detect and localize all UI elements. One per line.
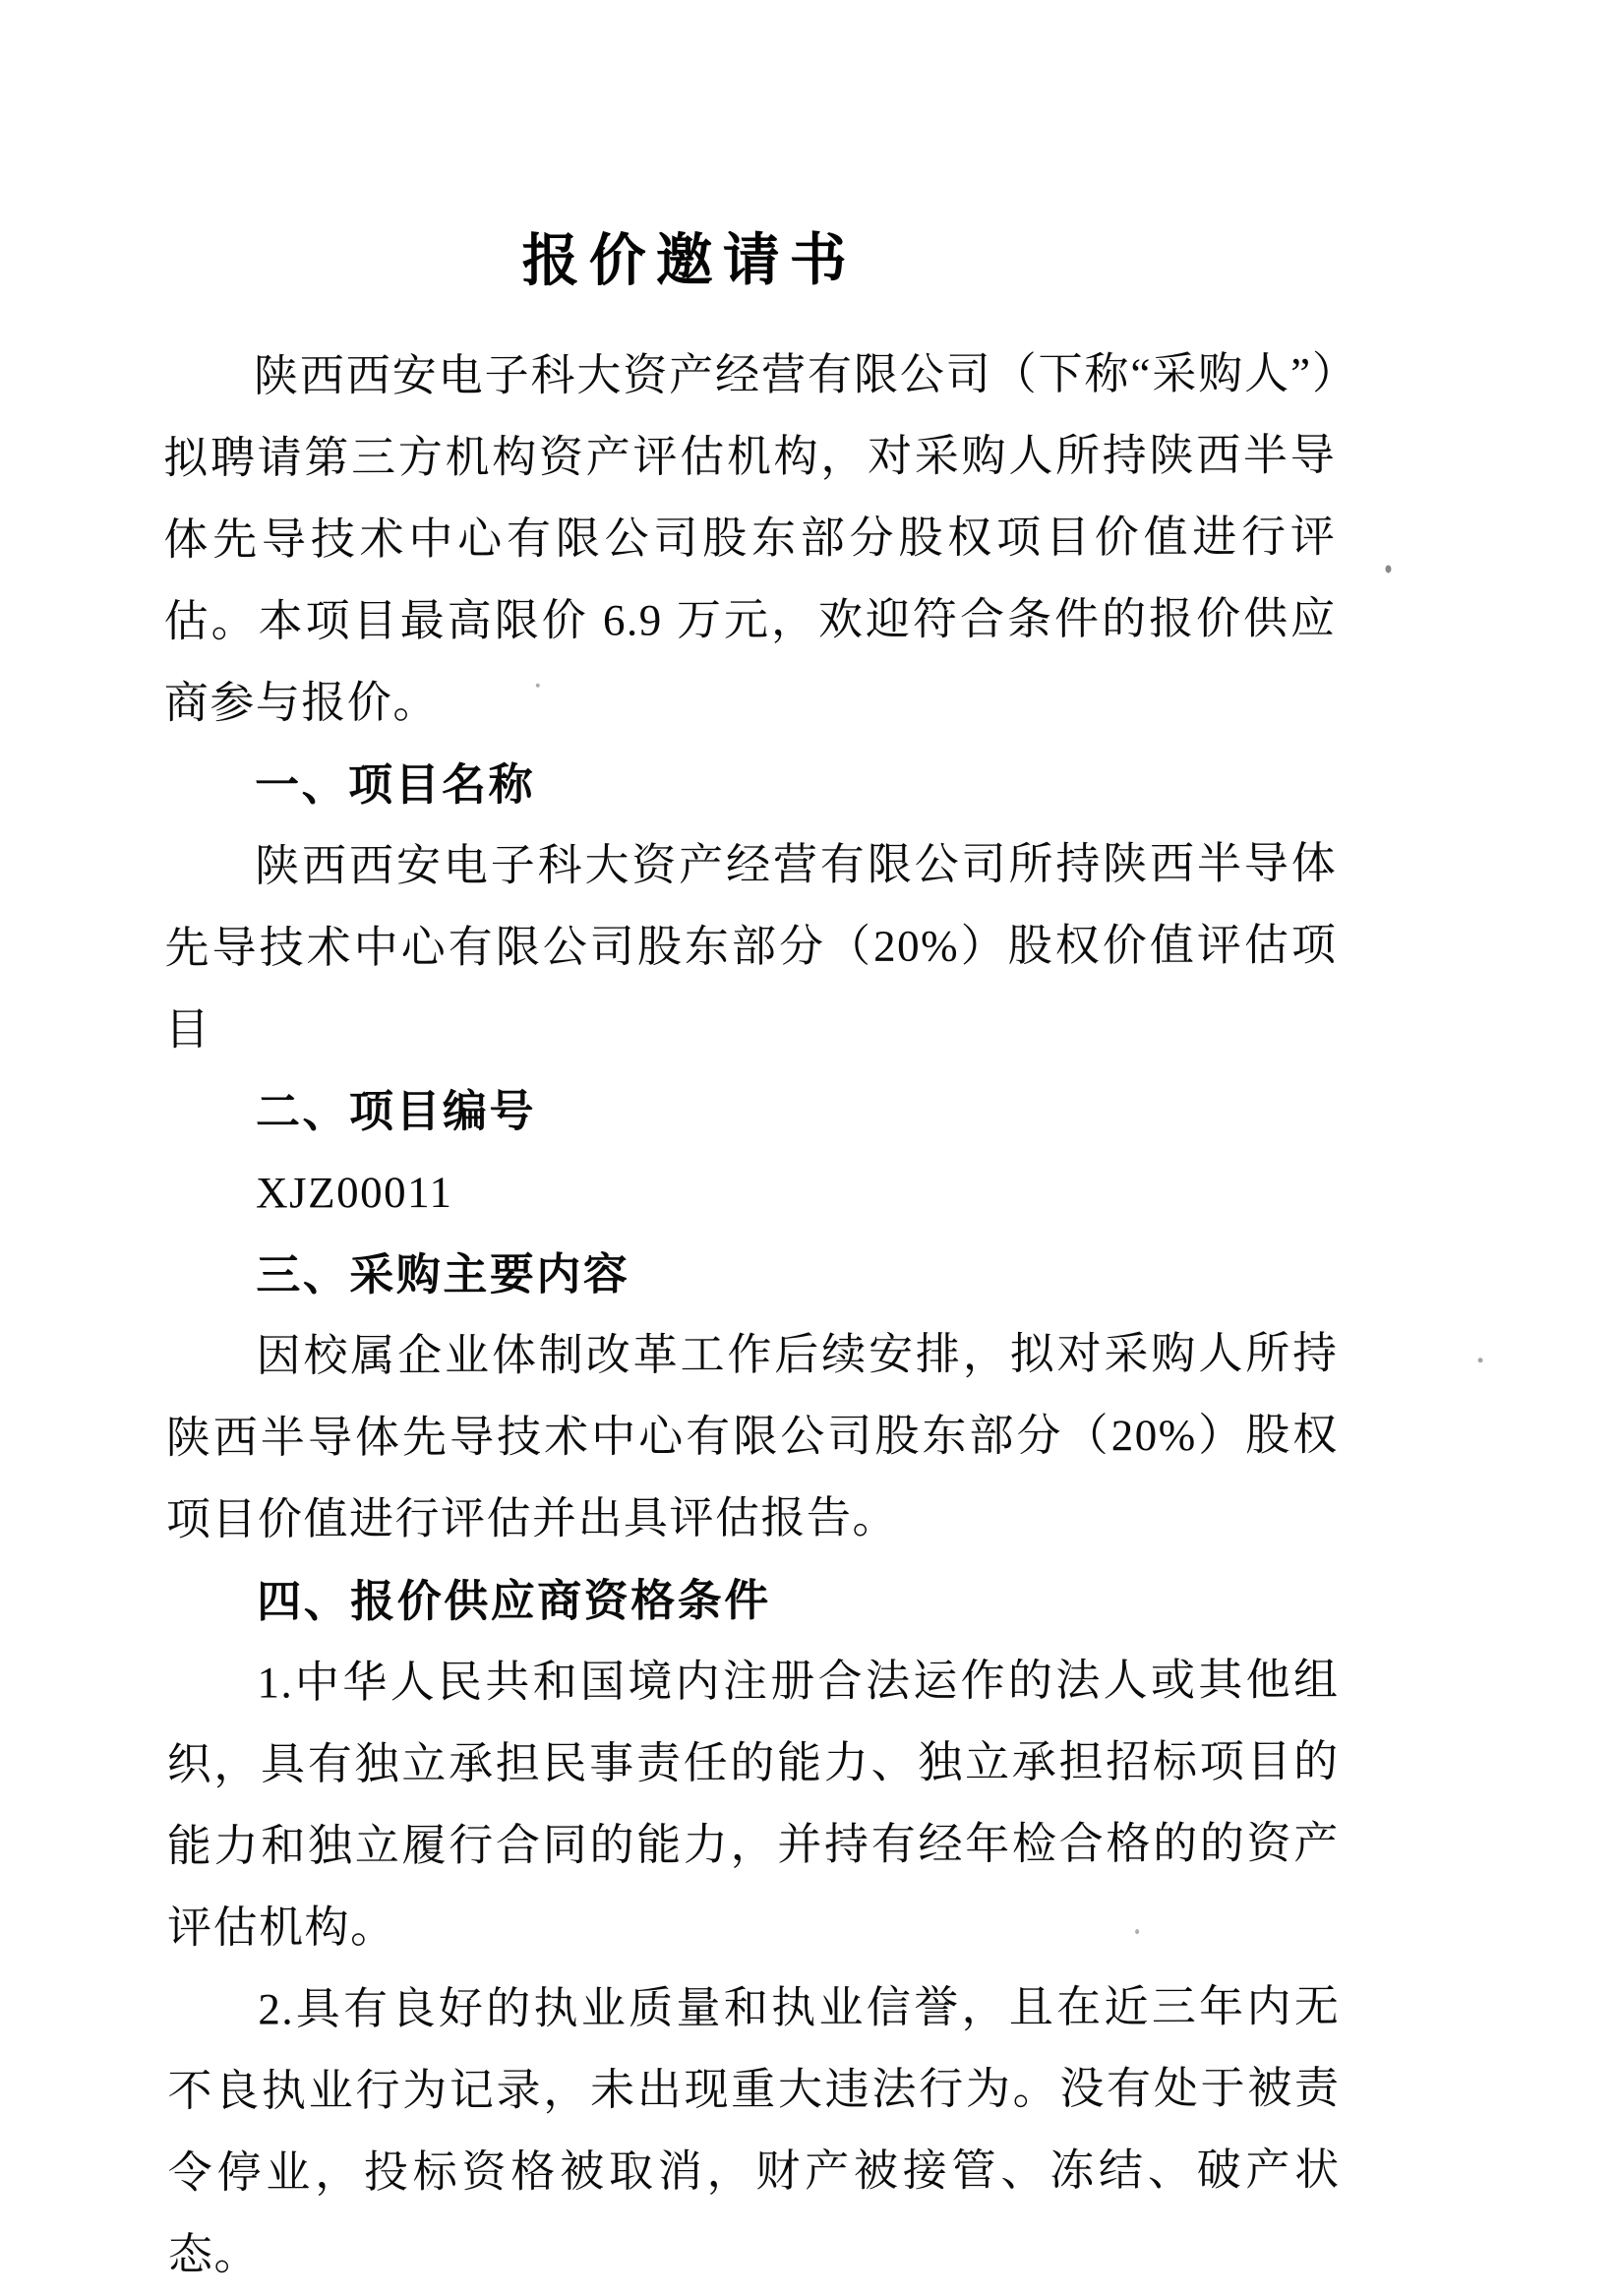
paragraph: 因校属企业体制改革工作后续安排，拟对采购人所持陕西半导体先导技术中心有限公司股东部分（20%）股权项目价值进行评估并出具评估报告。 xyxy=(165,1328,1339,1544)
scan-speckle-dot xyxy=(536,684,540,688)
section-heading: 四、报价供应商资格条件 xyxy=(257,1575,771,1627)
scan-speckle-dot xyxy=(1478,1358,1483,1362)
section-heading: 一、项目名称 xyxy=(254,758,536,811)
section-heading: 三、采购主要内容 xyxy=(256,1248,630,1300)
scan-speckle-dot xyxy=(1135,1929,1139,1934)
section-heading: 二、项目编号 xyxy=(255,1085,536,1137)
document-body xyxy=(163,333,1341,2296)
paragraph: 陕西西安电子科大资产经营有限公司所持陕西半导体先导技术中心有限公司股东部分（20%）股权价值评估项目 xyxy=(164,838,1338,1055)
scan-speckle-dot xyxy=(1385,565,1391,573)
paragraph: 陕西西安电子科大资产经营有限公司（下称“采购人”）拟聘请第三方机构资产评估机构，对采购人所持陕西半导体先导技术中心有限公司股东部分股权项目价值进行评估。本项目最高限价 6.9 万元，欢迎符合条件的报价供应商参与报价。 xyxy=(163,348,1337,728)
paragraph: XJZ00011 xyxy=(256,1167,453,1218)
paragraph: 1.中华人民共和国境内注册合法运作的法人或其他组织，具有独立承担民事责任的能力、独立承担招标项目的能力和独立履行合同的能力，并持有经年检合格的的资产评估机构。 xyxy=(166,1655,1340,1953)
paragraph: 2.具有良好的执业质量和执业信誉，且在近三年内无不良执业行为记录，未出现重大违法行为。没有处于被责令停业，投标资格被取消，财产被接管、冻结、破产状态。 xyxy=(167,1981,1341,2279)
document-title: 报价邀请书 xyxy=(521,227,857,293)
